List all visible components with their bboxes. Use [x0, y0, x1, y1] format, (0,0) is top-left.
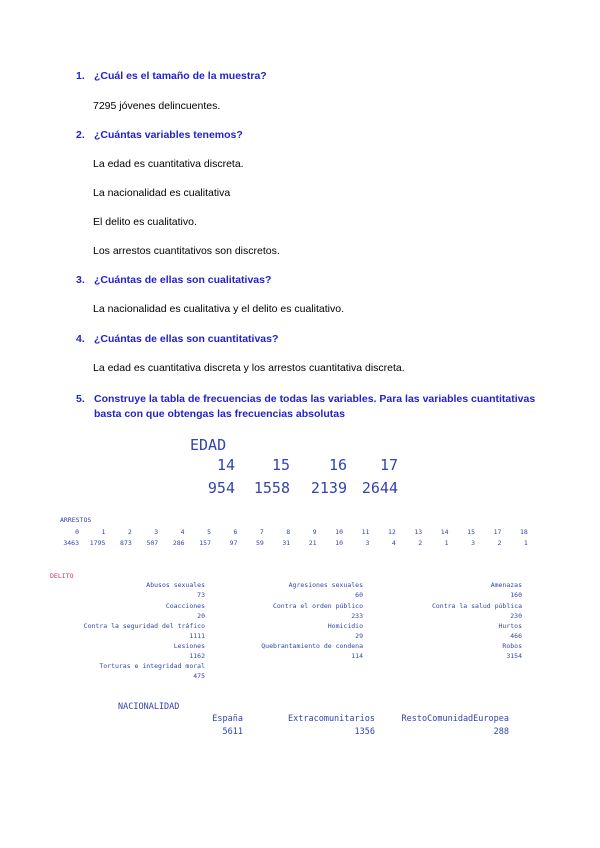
question-text: ¿Cuántas variables tenemos?	[94, 129, 243, 141]
arrestos-value: 18	[519, 528, 528, 536]
nacionalidad-count: 5611	[222, 727, 243, 737]
delito-label: Homicidio	[327, 622, 363, 630]
delito-label: Robos	[502, 642, 522, 650]
delito-count: 29	[355, 632, 363, 640]
delito-count: 233	[351, 612, 363, 620]
delito-label: Quebrantamiento de condena	[261, 642, 363, 650]
arrestos-value: 2	[127, 528, 132, 536]
arrestos-count: 1	[444, 539, 449, 547]
question-text: ¿Cuántas de ellas son cualitativas?	[94, 274, 272, 286]
arrestos-count: 1	[523, 539, 528, 547]
arrestos-count: 3	[471, 539, 475, 547]
answer-3: La nacionalidad es cualitativa y el delito es cualitativo.	[93, 303, 344, 315]
delito-count: 160	[510, 591, 522, 599]
question-number: 4.	[76, 333, 85, 345]
arrestos-count: 2	[497, 539, 502, 547]
question-3	[76, 274, 271, 286]
arrestos-value: 13	[414, 528, 423, 536]
arrestos-value: 17	[493, 528, 502, 536]
arrestos-count: 507	[146, 539, 159, 547]
arrestos-value: 11	[361, 528, 370, 536]
delito-label: Abusos sexuales	[146, 581, 205, 589]
answer-2-nacionalidad: La nacionalidad es cualitativa	[93, 187, 231, 199]
arrestos-count: 97	[229, 539, 238, 547]
nacionalidad-title: NACIONALIDAD	[118, 702, 180, 712]
delito-count: 73	[197, 591, 205, 599]
question-number: 5.	[76, 393, 85, 405]
answer-2-delito: El delito es cualitativo.	[93, 216, 197, 228]
arrestos-value: 15	[467, 528, 475, 536]
arrestos-value: 1	[101, 528, 106, 536]
arrestos-value: 5	[207, 528, 211, 536]
delito-label: Amenazas	[490, 581, 522, 589]
arrestos-value: 12	[387, 528, 396, 536]
question-number: 2.	[76, 129, 85, 141]
nacionalidad-label: RestoComunidadEuropea	[401, 714, 509, 724]
arrestos-count: 1795	[89, 539, 106, 547]
edad-count: 2644	[361, 479, 398, 497]
arrestos-count: 21	[308, 539, 317, 547]
delito-count: 1162	[189, 652, 205, 660]
delito-label: Hurtos	[498, 622, 522, 630]
question-text: ¿Cuál es el tamaño de la muestra?	[94, 70, 267, 82]
delito-label: Contra la salud pública	[431, 602, 522, 610]
arrestos-count: 286	[172, 539, 185, 547]
question-4	[76, 333, 278, 345]
edad-age: 17	[379, 456, 398, 474]
arrestos-value: 6	[233, 528, 238, 536]
arrestos-title: ARRESTOS	[60, 516, 92, 524]
delito-count: 3154	[506, 652, 522, 660]
arrestos-value: 7	[259, 528, 264, 536]
delito-label: Contra el orden público	[272, 602, 363, 610]
edad-age: 15	[271, 456, 290, 474]
arrestos-value: 14	[440, 528, 449, 536]
answer-2-edad: La edad es cuantitativa discreta.	[93, 158, 244, 170]
delito-count: 230	[510, 612, 522, 620]
question-number: 3.	[76, 274, 85, 286]
delito-title: DELITO	[50, 572, 74, 580]
delito-count: 114	[351, 652, 363, 660]
answer-1: 7295 jóvenes delincuentes.	[93, 100, 221, 112]
delito-label: Lesiones	[173, 642, 205, 650]
question-5	[76, 392, 546, 422]
nacionalidad-count: 288	[493, 727, 509, 737]
edad-title: EDAD	[190, 436, 227, 454]
edad-age: 16	[328, 456, 347, 474]
nacionalidad-count: 1356	[354, 727, 375, 737]
arrestos-value: 10	[335, 528, 343, 536]
delito-count: 466	[510, 632, 522, 640]
arrestos-count: 873	[120, 539, 132, 547]
edad-count: 2139	[310, 479, 347, 497]
arrestos-count: 4	[391, 539, 396, 547]
answer-2-arrestos: Los arrestos cuantitativos son discretos.	[93, 245, 280, 257]
arrestos-count: 31	[282, 539, 291, 547]
arrestos-value: 9	[312, 528, 317, 536]
arrestos-value: 4	[180, 528, 185, 536]
question-text: Construye la tabla de frecuencias de todas las variables. Para las variables cuantitativas basta con que obtengas las frecuencias absolutas	[94, 393, 536, 420]
question-number: 1.	[76, 70, 85, 82]
arrestos-value: 8	[286, 528, 291, 536]
delito-label: Coacciones	[165, 602, 205, 610]
delito-label: Contra la seguridad del tráfico	[83, 622, 205, 630]
nacionalidad-label: Extracomunitarios	[288, 714, 375, 724]
nacionalidad-label: España	[212, 714, 243, 724]
arrestos-count: 157	[199, 539, 211, 547]
delito-count: 60	[355, 591, 363, 599]
delito-count: 20	[197, 612, 205, 620]
arrestos-value: 0	[75, 528, 79, 536]
arrestos-value: 3	[154, 528, 159, 536]
arrestos-count: 59	[255, 539, 264, 547]
question-text: ¿Cuántas de ellas son cuantitativas?	[94, 333, 279, 345]
delito-label: Torturas e integridad moral	[99, 662, 205, 670]
arrestos-count: 10	[335, 539, 343, 547]
question-2	[76, 129, 243, 141]
edad-age: 14	[216, 456, 235, 474]
answer-4: La edad es cuantitativa discreta y los arrestos cuantitativa discreta.	[93, 362, 405, 374]
delito-count: 475	[193, 672, 205, 680]
edad-count: 954	[207, 479, 235, 497]
delito-label: Agresiones sexuales	[288, 581, 363, 589]
delito-count: 1111	[189, 632, 205, 640]
arrestos-count: 2	[418, 539, 423, 547]
edad-table	[190, 436, 226, 454]
question-1	[76, 70, 267, 82]
edad-count: 1558	[253, 479, 290, 497]
arrestos-count: 3463	[63, 539, 79, 547]
arrestos-count: 3	[365, 539, 370, 547]
